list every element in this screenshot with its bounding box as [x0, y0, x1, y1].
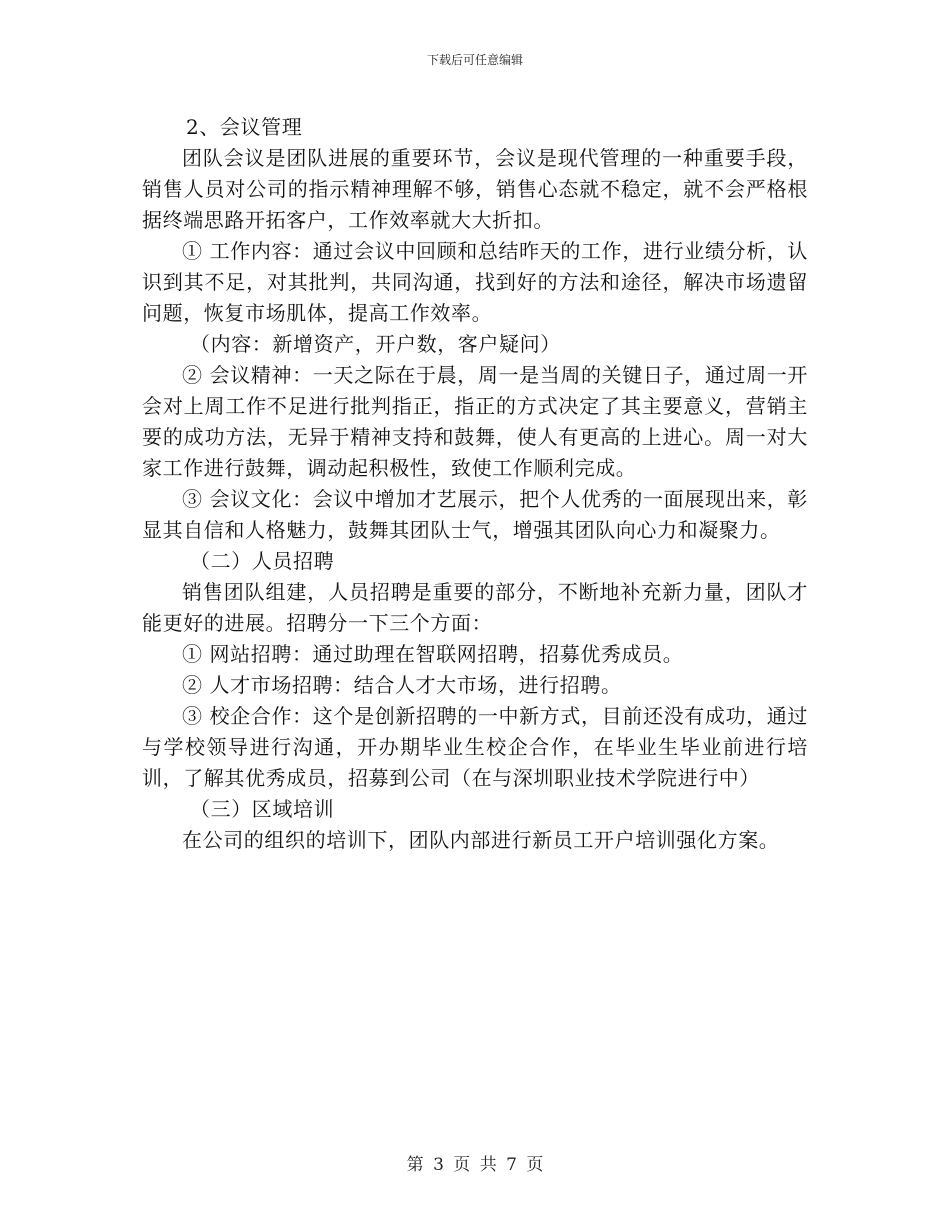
paragraph-meeting-intro: 团队会议是团队进展的重要环节，会议是现代管理的一种重要手段，销售人员对公司的指示精神理解不够，销售心态就不稳定，就不会严格根据终端思路开拓客户，工作效率就大大折扣。: [142, 146, 808, 232]
section-heading-recruitment: （二）人员招聘: [190, 549, 335, 573]
paragraph-website-recruitment: ① 网站招聘：通过助理在智联网招聘，招募优秀成员。: [182, 642, 684, 666]
document-body: [142, 112, 808, 856]
section-heading-regional-training: （三）区域培训: [190, 797, 335, 821]
paragraph-meeting-spirit: ② 会议精神：一天之际在于晨，周一是当周的关键日子，通过周一开会对上周工作不足进行批判指正，指正的方式决定了其主要意义，营销主要的成功方法，无异于精神支持和鼓舞，使人有更高的上进心。周一对大家工作进行鼓舞，调动起积极性，致使工作顺利完成。: [142, 363, 808, 480]
paragraph-meeting-culture: ③ 会议文化：会议中增加才艺展示，把个人优秀的一面展现出来，彰显其自信和人格魅力，鼓舞其团队士气，增强其团队向心力和凝聚力。: [142, 487, 808, 542]
paragraph-work-content: ① 工作内容：通过会议中回顾和总结昨天的工作，进行业绩分析，认识到其不足，对其批判，共同沟通，找到好的方法和途径，解决市场遗留问题，恢复市场肌体，提高工作效率。: [142, 239, 808, 325]
paragraph-school-cooperation: ③ 校企合作：这个是创新招聘的一中新方式，目前还没有成功，通过与学校领导进行沟通，开办期毕业生校企合作，在毕业生毕业前进行培训，了解其优秀成员，招募到公司（在与深圳职业技术学院进行中）: [142, 704, 808, 790]
paragraph-content-note: （内容：新增资产，开户数，客户疑问）: [190, 332, 561, 356]
paragraph-recruitment-intro: 销售团队组建，人员招聘是重要的部分，不断地补充新力量，团队才能更好的进展。招聘分一下三个方面：: [142, 580, 808, 635]
paragraph-talent-market-recruitment: ② 人才市场招聘：结合人才大市场，进行招聘。: [182, 673, 622, 697]
page-header: 下载后可任意编辑: [426, 53, 523, 67]
page-footer: 第 3 页 共 7 页: [406, 1155, 544, 1175]
section-heading-meeting-management: 2、会议管理: [186, 115, 303, 139]
paragraph-regional-training: 在公司的组织的培训下，团队内部进行新员工开户培训强化方案。: [182, 828, 780, 852]
